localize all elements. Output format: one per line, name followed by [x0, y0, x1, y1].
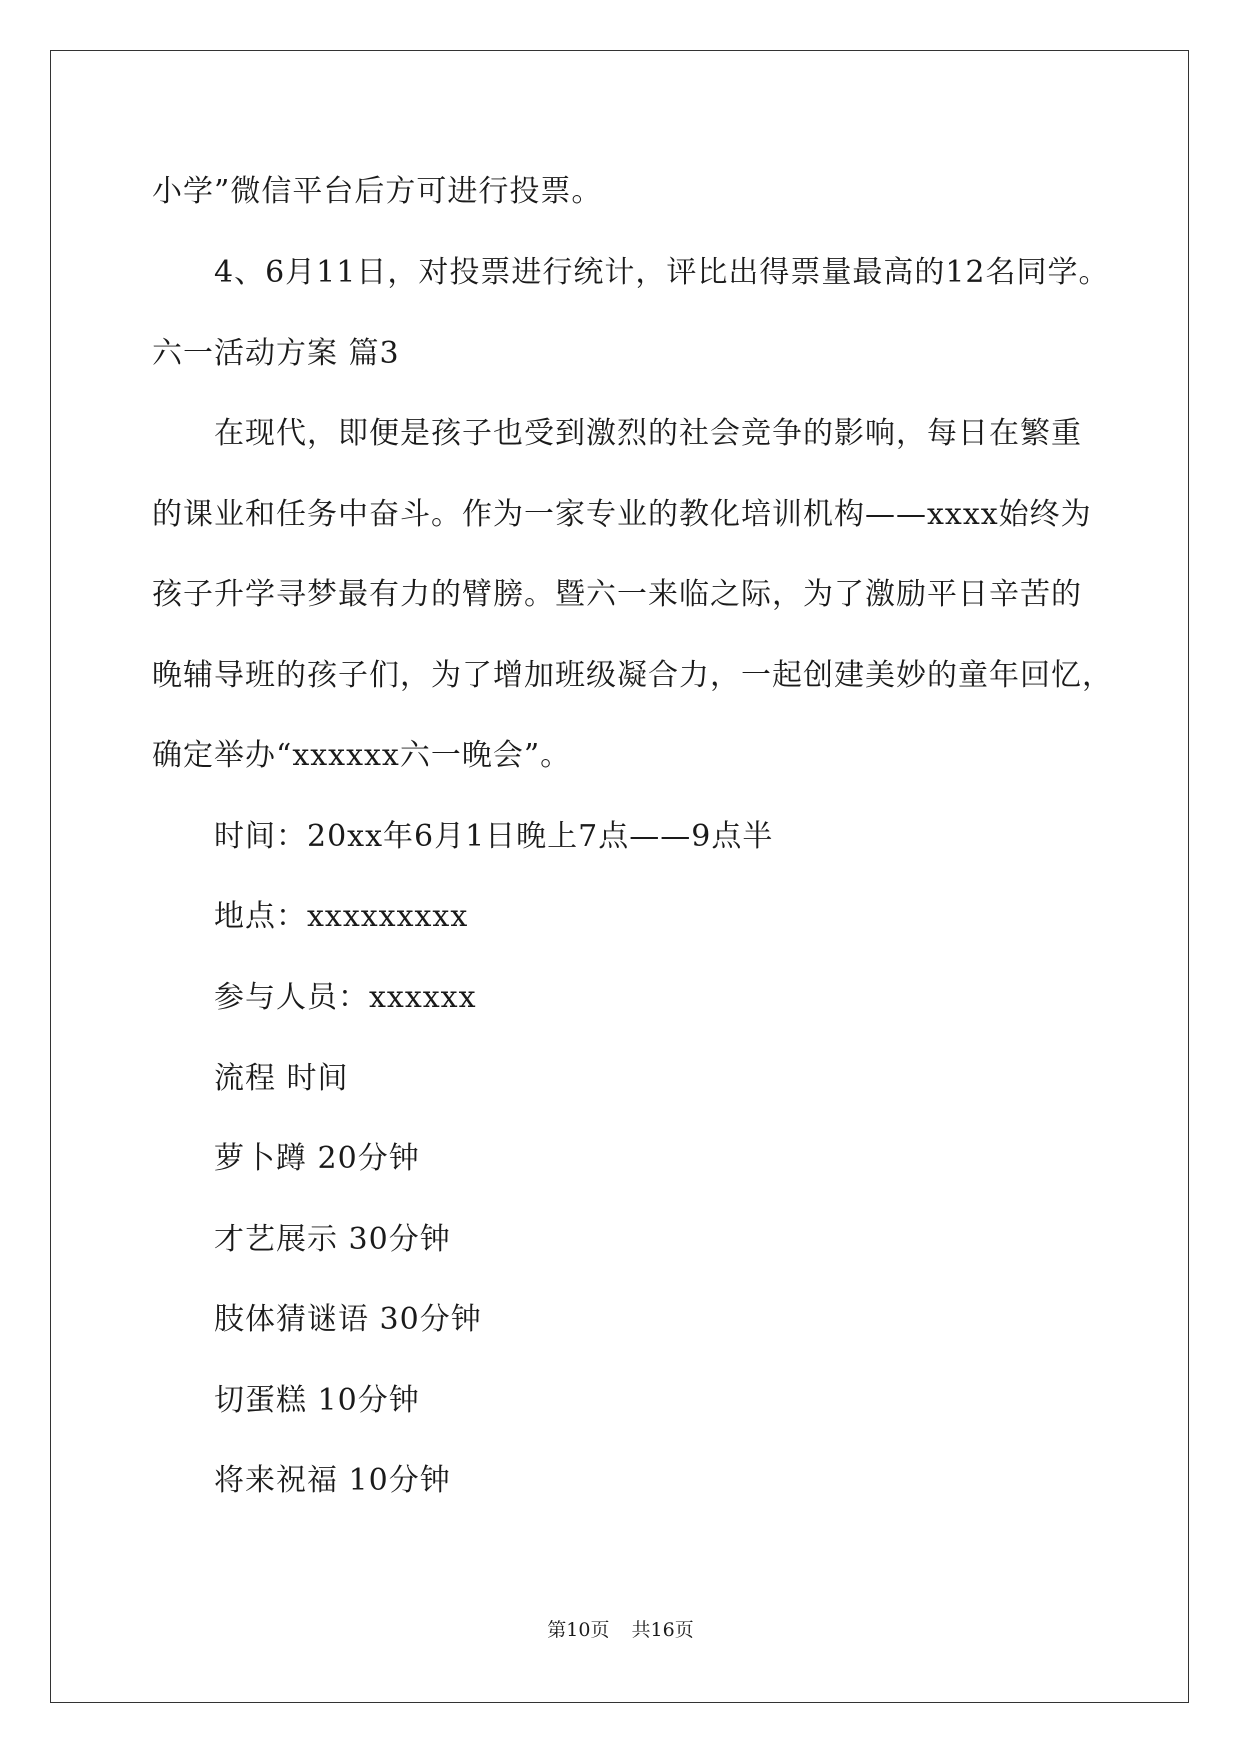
- paragraph-line: 4、6月11日，对投票进行统计，评比出得票量最高的12名同学。: [214, 255, 1110, 290]
- section-heading: 六一活动方案 篇3: [152, 336, 400, 371]
- event-location: 地点：xxxxxxxxx: [214, 899, 469, 934]
- paragraph-line: 小学”微信平台后方可进行投票。: [152, 174, 603, 209]
- paragraph-line: 的课业和任务中奋斗。作为一家专业的教化培训机构——xxxx始终为: [152, 497, 1092, 532]
- event-participants: 参与人员：xxxxxx: [214, 980, 477, 1015]
- schedule-header: 流程 时间: [214, 1061, 349, 1096]
- paragraph-line: 在现代，即便是孩子也受到激烈的社会竞争的影响，每日在繁重: [214, 416, 1082, 451]
- schedule-item: 才艺展示 30分钟: [214, 1222, 451, 1257]
- paragraph-line: 晚辅导班的孩子们，为了增加班级凝合力，一起创建美妙的童年回忆，: [152, 658, 1113, 693]
- schedule-item: 肢体猜谜语 30分钟: [214, 1302, 482, 1337]
- event-time: 时间：20xx年6月1日晚上7点——9点半: [214, 819, 774, 854]
- schedule-item: 切蛋糕 10分钟: [214, 1383, 420, 1418]
- paragraph-line: 确定举办“xxxxxx六一晚会”。: [152, 738, 572, 773]
- page-border: [50, 50, 1189, 1703]
- page-number-total: 共16页: [631, 1619, 694, 1641]
- schedule-item: 将来祝福 10分钟: [214, 1463, 451, 1498]
- schedule-item: 萝卜蹲 20分钟: [214, 1141, 420, 1176]
- page-footer: [0, 1618, 1241, 1642]
- page-number-current: 第10页: [547, 1619, 610, 1641]
- paragraph-line: 孩子升学寻梦最有力的臂膀。暨六一来临之际，为了激励平日辛苦的: [152, 577, 1082, 612]
